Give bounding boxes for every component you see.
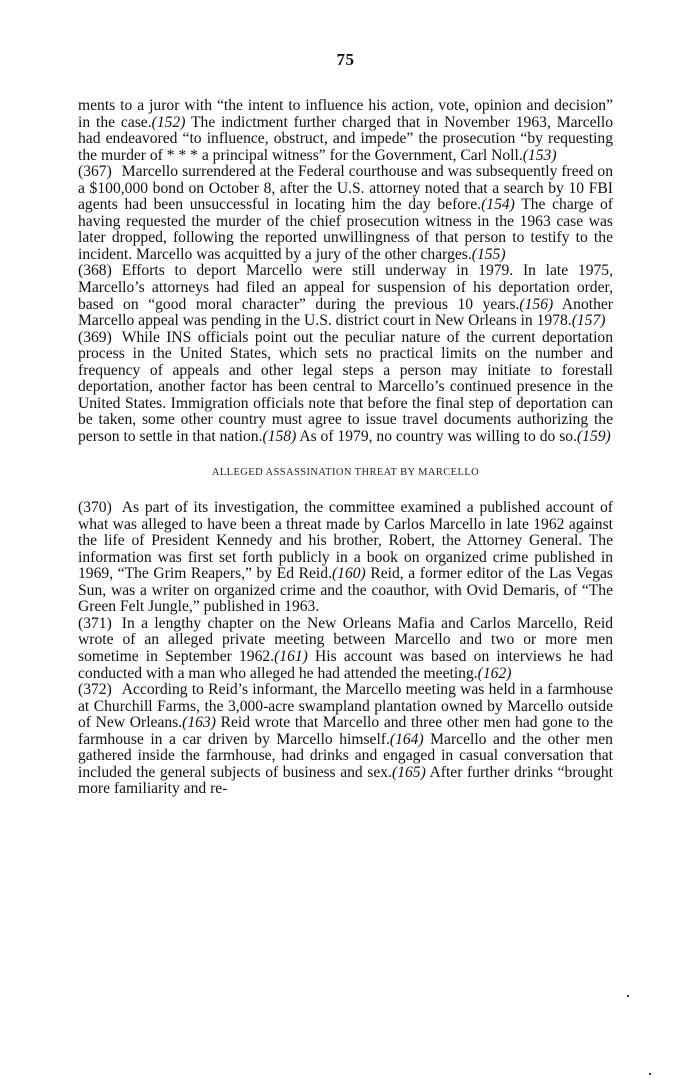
- scan-speck: [649, 1073, 651, 1075]
- text-run: The charge of having requested the murder of the chief prosecution witness in the 1963 case was later dropped, following the reported unwillingness of that person to testify to the incident. Marcello was acquitted by a jury of the other charges.: [78, 196, 613, 263]
- footnote-reference: (161): [274, 647, 308, 665]
- footnote-reference: (162): [477, 664, 512, 682]
- paragraph-367: [78, 164, 613, 263]
- text-run: Efforts to deport Marcello were still underway in 1979. In late 1975, Marcello’s attorneys had filed an appeal for suspension of his deportation order, based on “good moral character” during the previous 10 years.: [78, 262, 613, 313]
- page-number: 75: [336, 50, 355, 69]
- text-run: Marcello and the other men gathered inside the farmhouse, had drinks and engaged in casual conversation that included the general subjects of business and sex.: [78, 730, 613, 781]
- footnote-reference: (152): [151, 113, 186, 131]
- paragraph-number: (367): [78, 163, 112, 181]
- footnote-reference: (159): [576, 427, 611, 445]
- footnote-reference: (164): [389, 730, 424, 748]
- text-run: The indictment further charged that in November 1963, Marcello had endeavored “to influence, obstruct, and impede” the prosecution “by requesting the murder of * * * a principal witness” for the Government, Carl Noll.: [78, 113, 613, 164]
- scan-speck: [627, 995, 629, 997]
- paragraph-369: [78, 330, 613, 446]
- paragraph-371: [78, 616, 613, 682]
- text-run: As part of its investigation, the committee examined a published account of what was alleged to have been a threat made by Carlos Marcello in late 1962 against the life of President Kennedy and his brother, Robert, the Attorney General. The information was first set forth publicly in a book on organized crime published in 1969, “The Grim Reapers,” by Ed Reid.: [78, 499, 613, 583]
- text-run: His account was based on interviews he had conducted with a man who alleged he had attended the meeting.: [78, 647, 613, 682]
- text-run: Marcello surrendered at the Federal courthouse and was subsequently freed on a $100,000 bond on October 8, after the U.S. attorney noted that a search by 10 FBI agents had been unsuccessful in locating him the day before.: [78, 163, 613, 214]
- text-run: After further drinks “brought more familiarity and re-: [78, 763, 613, 798]
- text-run: Reid, a former editor of the Las Vegas Sun, was a writer on organized crime and the coauthor, with Ovid Demaris, of “The Green Felt Jungle,” published in 1963.: [78, 565, 613, 616]
- text-run: As of 1979, no country was willing to do so.: [296, 427, 577, 445]
- paragraph-number: (370): [78, 499, 112, 517]
- paragraph-368: [78, 263, 613, 329]
- paragraph-number: (369): [78, 328, 112, 346]
- paragraph-number: (371): [78, 614, 112, 632]
- text-run: According to Reid’s informant, the Marcello meeting was held in a farmhouse at Churchill Farms, the 3,000-acre swampland plantation owned by Marcello outside of New Orleans.: [78, 681, 613, 732]
- paragraph-370: [78, 500, 613, 616]
- footnote-reference: (157): [571, 312, 606, 330]
- footnote-reference: (160): [331, 565, 366, 583]
- footnote-reference: (154): [481, 196, 515, 214]
- text-run: ments to a juror with “the intent to influence his action, vote, opinion and decision” in the case.: [78, 97, 613, 131]
- paragraph-continued: [78, 98, 613, 164]
- footnote-reference: (158): [262, 427, 297, 445]
- paragraph-372: [78, 682, 613, 798]
- body-text: [78, 98, 613, 798]
- text-run: Reid wrote that Marcello and three other men had gone to the farmhouse in a car driven by Marcello himself.: [78, 714, 613, 748]
- text-run: Another Marcello appeal was pending in the U.S. district court in New Orleans in 1978.: [78, 295, 613, 330]
- section-heading: ALLEGED ASSASSINATION THREAT BY MARCELLO: [211, 467, 480, 479]
- text-run: In a lengthy chapter on the New Orleans Mafia and Carlos Marcello, Reid wrote of an alleged private meeting between Marcello and two or more men sometime in September 1962.: [78, 614, 613, 665]
- footnote-reference: (155): [471, 245, 506, 263]
- footnote-reference: (165): [392, 763, 426, 781]
- paragraph-number: (368): [78, 262, 112, 280]
- text-run: While INS officials point out the peculiar nature of the current deportation process in the United States, which sets no practical limits on the number and frequency of appeals and other legal steps a person may initiate to forestall deportation, another factor has been central to Marcello’s continued presence in the United States. Immigration officials note that before the final step of deportation can be taken, some other country must agree to issue travel documents authorizing the person to settle in that nation.: [78, 328, 613, 445]
- footnote-reference: (153): [522, 146, 557, 164]
- footnote-reference: (156): [519, 295, 554, 313]
- footnote-reference: (163): [182, 714, 216, 732]
- paragraph-number: (372): [78, 681, 112, 699]
